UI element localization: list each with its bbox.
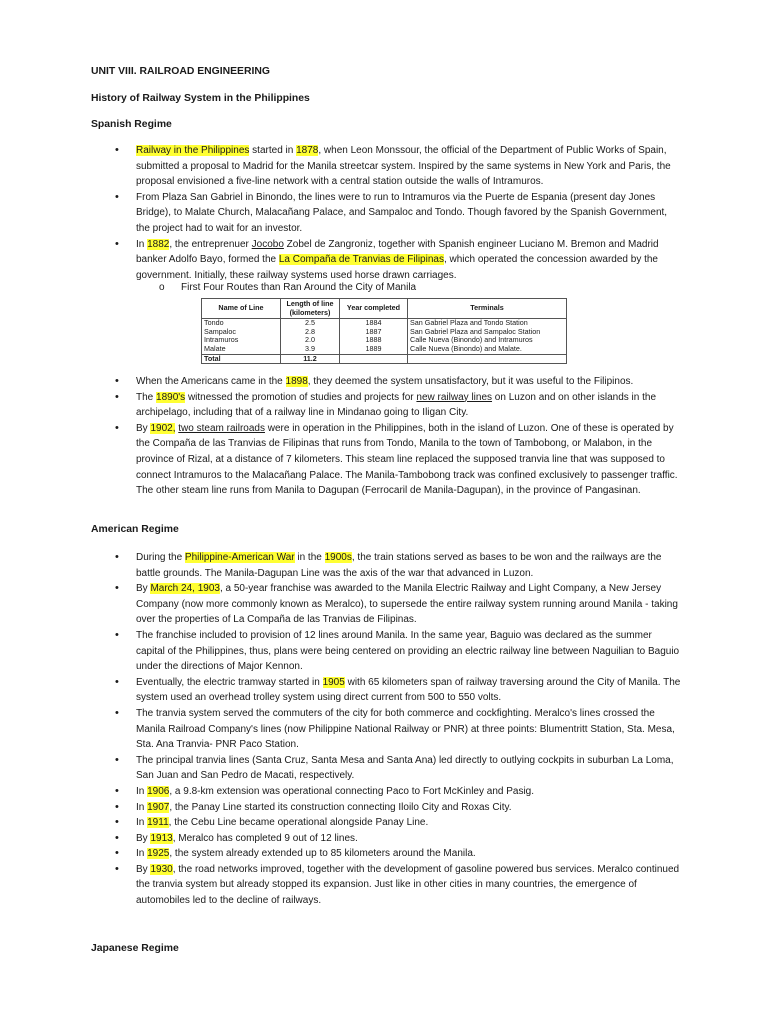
routes-table (201, 298, 567, 364)
table-cell: Calle Nueva (Binondo) and Malate. (408, 345, 567, 354)
table-cell: San Gabriel Plaza and Tondo Station (408, 319, 567, 328)
table-header-row (202, 299, 567, 319)
table-total-row (202, 354, 567, 364)
list-item: • By March 24, 1903, a 50-year franchise was awarded to the Manila Electric Railway and Light Company, a New Jersey Company (now more commonly known as Meralco), to supersede the entire railway system running around Manila - taking over the properties of La Compaña de las Tranvias de Filipinas. (136, 581, 682, 628)
list-item: • When the Americans came in the 1898, they deemed the system unsatisfactory, but it was useful to the Filipinos. (136, 374, 682, 390)
table-cell: 1887 (340, 328, 408, 337)
list-item: • By 1902, two steam railroads were in operation in the Philippines, both in the island of Luzon. One of these is operated by the Compaña de las Tranvias de Filipinas that runs from Tondo, Manila to the town of Tambobong, or Malabon, in the province of Rizal, at a distance of 7 kilometers. This steam line replaced the supposed tranvia line that was supposed to connect Intramuros to the Malacañang Palace. The Manila-Tambobong track was confined exclusively to passenger traffic. The other steam line runs from Manila to Dagupan (Ferrocaril de Manila-Dagupan), in the province of Pangasinan. (136, 421, 682, 499)
list-item: • In 1925, the system already extended up to 85 kilometers around the Manila. (136, 846, 682, 862)
list-item: • In 1907, the Panay Line started its construction connecting Iloilo City and Roxas City. (136, 800, 682, 816)
column-header: Year completed (340, 299, 408, 319)
table-cell: Intramuros (202, 336, 281, 345)
table-caption (159, 281, 416, 295)
table-cell: 2.0 (281, 336, 340, 345)
list-item: • From Plaza San Gabriel in Binondo, the lines were to run to Intramuros via the Puerte de Espania (present day Jones Bridge), to Malate Church, Malacañang Palace, and Sampaloc and Tondo. Though favored by the Spanish Government, the project had to wait for an investor. (136, 190, 682, 237)
table-row (202, 345, 567, 354)
spanish-regime-heading: Spanish Regime (91, 119, 172, 130)
column-header: Terminals (408, 299, 567, 319)
total-value: 11.2 (281, 354, 340, 364)
list-item: • By 1913, Meralco has completed 9 out of 12 lines. (136, 831, 682, 847)
table-cell: 2.5 (281, 319, 340, 328)
unit-title: UNIT VIII. RAILROAD ENGINEERING (91, 66, 270, 77)
list-item: • In 1911, the Cebu Line became operational alongside Panay Line. (136, 815, 682, 831)
table-caption-text: First Four Routes than Ran Around the City of Manila (181, 282, 417, 293)
table-cell: Sampaloc (202, 328, 281, 337)
column-header: Length of line (kilometers) (281, 299, 340, 319)
table-cell: 2.8 (281, 328, 340, 337)
table-cell: 1884 (340, 319, 408, 328)
list-item: • The tranvia system served the commuters of the city for both commerce and cockfighting. Meralco's lines crossed the Manila Railroad Company's lines (now Philippine National Railway or PNR) at three points: Blumentritt Station, Sta. Mesa, Sta. Ana Tranvia- PNR Paco Station. (136, 706, 682, 753)
american-regime-list (136, 550, 682, 909)
list-item: • The 1890's witnessed the promotion of studies and projects for new railway lines on Luzon and on other islands in the archipelago, including that of a railway line in Mindanao going to Iligan City. (136, 390, 682, 421)
table-cell: San Gabriel Plaza and Sampaloc Station (408, 328, 567, 337)
list-item: • During the Philippine-American War in the 1900s, the train stations served as bases to be won and the railways are the battle grounds. The Manila-Dagupan Line was the axis of the war that advanced in Luzon. (136, 550, 682, 581)
list-item: • Eventually, the electric tramway started in 1905 with 65 kilometers span of railway traversing around the City of Manila. The system used an overhead trolley system using direct current from 500 to 550 volts. (136, 675, 682, 706)
list-item: • Railway in the Philippines started in 1878, when Leon Monssour, the official of the Department of Public Works of Spain, submitted a proposal to Madrid for the Manila streetcar system. Inspired by the same systems in New York and Paris, the proposal envisioned a five-line network with a central station outside the walls of Intramuros. (136, 143, 682, 190)
table-cell: 3.9 (281, 345, 340, 354)
total-label: Total (202, 354, 281, 364)
list-item: • In 1906, a 9.8-km extension was operational connecting Paco to Fort McKinley and Pasig. (136, 784, 682, 800)
table-cell: 1889 (340, 345, 408, 354)
column-header: Name of Line (202, 299, 281, 319)
list-item: • In 1882, the entreprenuer Jocobo Zobel de Zangroniz, together with Spanish engineer Luciano M. Bremon and Madrid banker Adolfo Bayo, formed the La Compaña de Tranvias de Filipinas, which operated the concession awarded by the government. Initially, these railway systems used horse drawn carriages. (136, 237, 682, 284)
table-cell: Calle Nueva (Binondo) and Intramuros (408, 336, 567, 345)
table-cell: Malate (202, 345, 281, 354)
history-title: History of Railway System in the Philippines (91, 93, 310, 104)
sub-bullet-marker: o (159, 282, 165, 293)
list-item: • By 1930, the road networks improved, together with the development of gasoline powered bus services. Meralco continued the tranvia system but already stopped its expansion. Just like in other cities in many countries, the emergence of automobiles led to the decline of railways. (136, 862, 682, 909)
american-regime-heading: American Regime (91, 524, 179, 535)
list-item: • The principal tranvia lines (Santa Cruz, Santa Mesa and Santa Ana) led directly to outlying cockpits in suburban La Loma, San Juan and San Pedro de Macati, respectively. (136, 753, 682, 784)
japanese-regime-heading: Japanese Regime (91, 943, 179, 954)
list-item: • The franchise included to provision of 12 lines around Manila. In the same year, Baguio was declared as the summer capital of the Philippines, thus, plans were being centered on providing an electric railway line between Naguilian to Baguio under the directions of Major Kennon. (136, 628, 682, 675)
table-cell: 1888 (340, 336, 408, 345)
spanish-regime-list-continued (136, 374, 682, 499)
table-cell: Tondo (202, 319, 281, 328)
spanish-regime-list (136, 143, 682, 283)
